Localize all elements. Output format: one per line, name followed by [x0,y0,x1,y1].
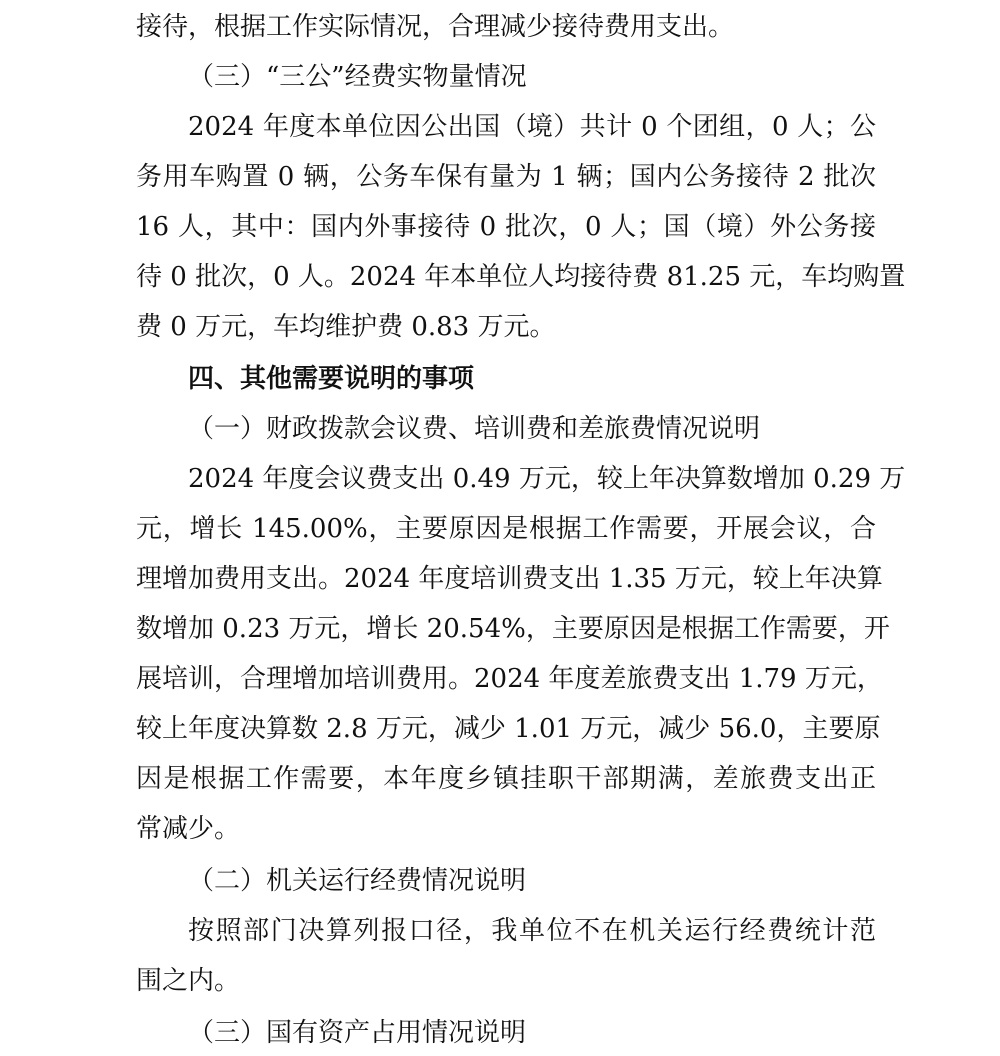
subheading-meeting-training-travel: （一）财政拨款会议费、培训费和差旅费情况说明 [188,414,761,444]
paragraph-line: 费 0 万元，车均维护费 0.83 万元。 [136,312,556,342]
paragraph-line: 待 0 批次，0 人。2024 年本单位人均接待费 81.25 元，车均购置 [136,262,906,292]
subheading-agency-operating-costs: （二）机关运行经费情况说明 [188,866,527,896]
paragraph-line: 接待，根据工作实际情况，合理减少接待费用支出。 [136,12,735,42]
paragraph-line: 按照部门决算列报口径，我单位不在机关运行经费统计范 [188,916,876,946]
paragraph-line: 展培训，合理增加培训费用。2024 年度差旅费支出 1.79 万元， [136,664,883,694]
subheading-state-assets: （三）国有资产占用情况说明 [188,1018,527,1048]
paragraph-line: 2024 年度会议费支出 0.49 万元，较上年决算数增加 0.29 万 [188,464,906,494]
paragraph-line: 16 人，其中：国内外事接待 0 批次，0 人；国（境）外公务接 [136,212,876,242]
section-heading-other-items: 四、其他需要说明的事项 [188,364,475,394]
paragraph-line: 2024 年度本单位因公出国（境）共计 0 个团组，0 人；公 [188,112,876,142]
subheading-sanggong-physical-quantity: （三）“三公”经费实物量情况 [188,62,527,92]
paragraph-line: 因是根据工作需要，本年度乡镇挂职干部期满，差旅费支出正 [136,764,876,794]
paragraph-line: 围之内。 [136,966,241,996]
paragraph-line: 数增加 0.23 万元，增长 20.54%，主要原因是根据工作需要，开 [136,614,890,644]
paragraph-line: 理增加费用支出。2024 年度培训费支出 1.35 万元，较上年决算 [136,564,883,594]
paragraph-line: 元，增长 145.00%，主要原因是根据工作需要，开展会议，合 [136,514,876,544]
paragraph-line: 常减少。 [136,814,241,844]
paragraph-line: 较上年度决算数 2.8 万元，减少 1.01 万元，减少 56.0，主要原 [136,714,881,744]
paragraph-line: 务用车购置 0 辆，公务车保有量为 1 辆；国内公务接待 2 批次 [136,162,876,192]
